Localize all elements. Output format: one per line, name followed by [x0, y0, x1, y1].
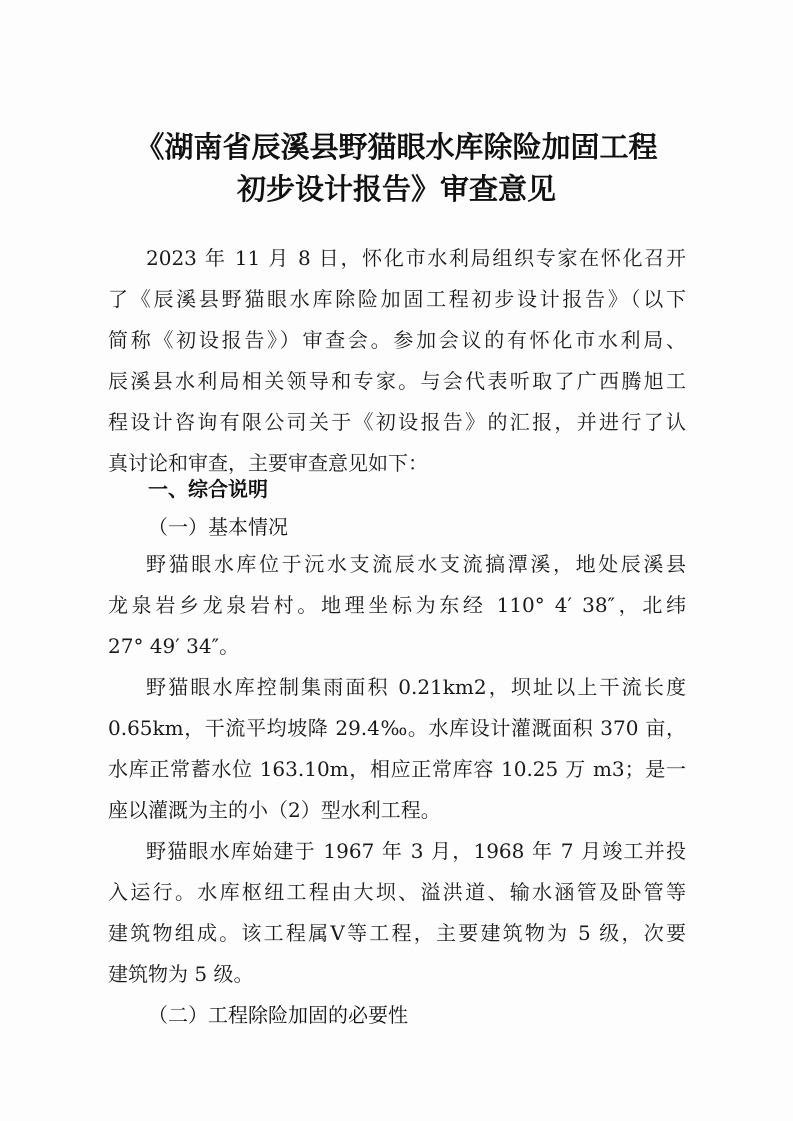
para3-line-1: 野猫眼水库始建于 1967 年 3 月，1968 年 7 月竣工并投	[146, 839, 686, 863]
para3-line-4: 建筑物为 5 级。	[108, 962, 254, 986]
intro-line-4: 辰溪县水利局相关领导和专家。与会代表听取了广西腾旭工	[108, 369, 686, 393]
para2-line-4: 座以灌溉为主的小（2）型水利工程。	[108, 798, 441, 822]
para1-line-2: 龙泉岩乡龙泉岩村。地理坐标为东经 110° 4′ 38″，北纬	[108, 593, 686, 617]
document-title-line-2: 初步设计报告》审查意见	[236, 172, 556, 206]
subsection-heading-1: （一）基本情况	[148, 515, 288, 539]
para1-line-3: 27° 49′ 34″。	[108, 634, 240, 658]
para2-line-3: 水库正常蓄水位 163.10m，相应正常库容 10.25 万 m3；是一	[108, 757, 686, 781]
subsection-heading-2: （二）工程除险加固的必要性	[148, 1003, 408, 1027]
document-title-line-1: 《湖南省辰溪县野猫眼水库除险加固工程	[135, 130, 658, 164]
section-heading-1: 一、综合说明	[148, 477, 268, 501]
para3-line-2: 入运行。水库枢纽工程由大坝、溢洪道、输水涵管及卧管等	[108, 880, 686, 904]
intro-line-6: 真讨论和审查，主要审查意见如下：	[108, 451, 428, 475]
para3-line-3: 建筑物组成。该工程属Ⅴ等工程，主要建筑物为 5 级，次要	[108, 921, 686, 945]
intro-line-3: 简称《初设报告》）审查会。参加会议的有怀化市水利局、	[108, 328, 686, 352]
para1-line-1: 野猫眼水库位于沅水支流辰水支流搞潭溪，地处辰溪县	[146, 552, 686, 576]
intro-line-5: 程设计咨询有限公司关于《初设报告》的汇报，并进行了认	[108, 410, 686, 434]
para2-line-2: 0.65km，干流平均坡降 29.4‰。水库设计灌溉面积 370 亩，	[108, 716, 686, 740]
para2-line-1: 野猫眼水库控制集雨面积 0.21km2，坝址以上干流长度	[146, 675, 686, 699]
intro-line-2: 了《辰溪县野猫眼水库除险加固工程初步设计报告》（以下	[108, 287, 686, 311]
intro-line-1: 2023 年 11 月 8 日，怀化市水利局组织专家在怀化召开	[146, 246, 686, 270]
